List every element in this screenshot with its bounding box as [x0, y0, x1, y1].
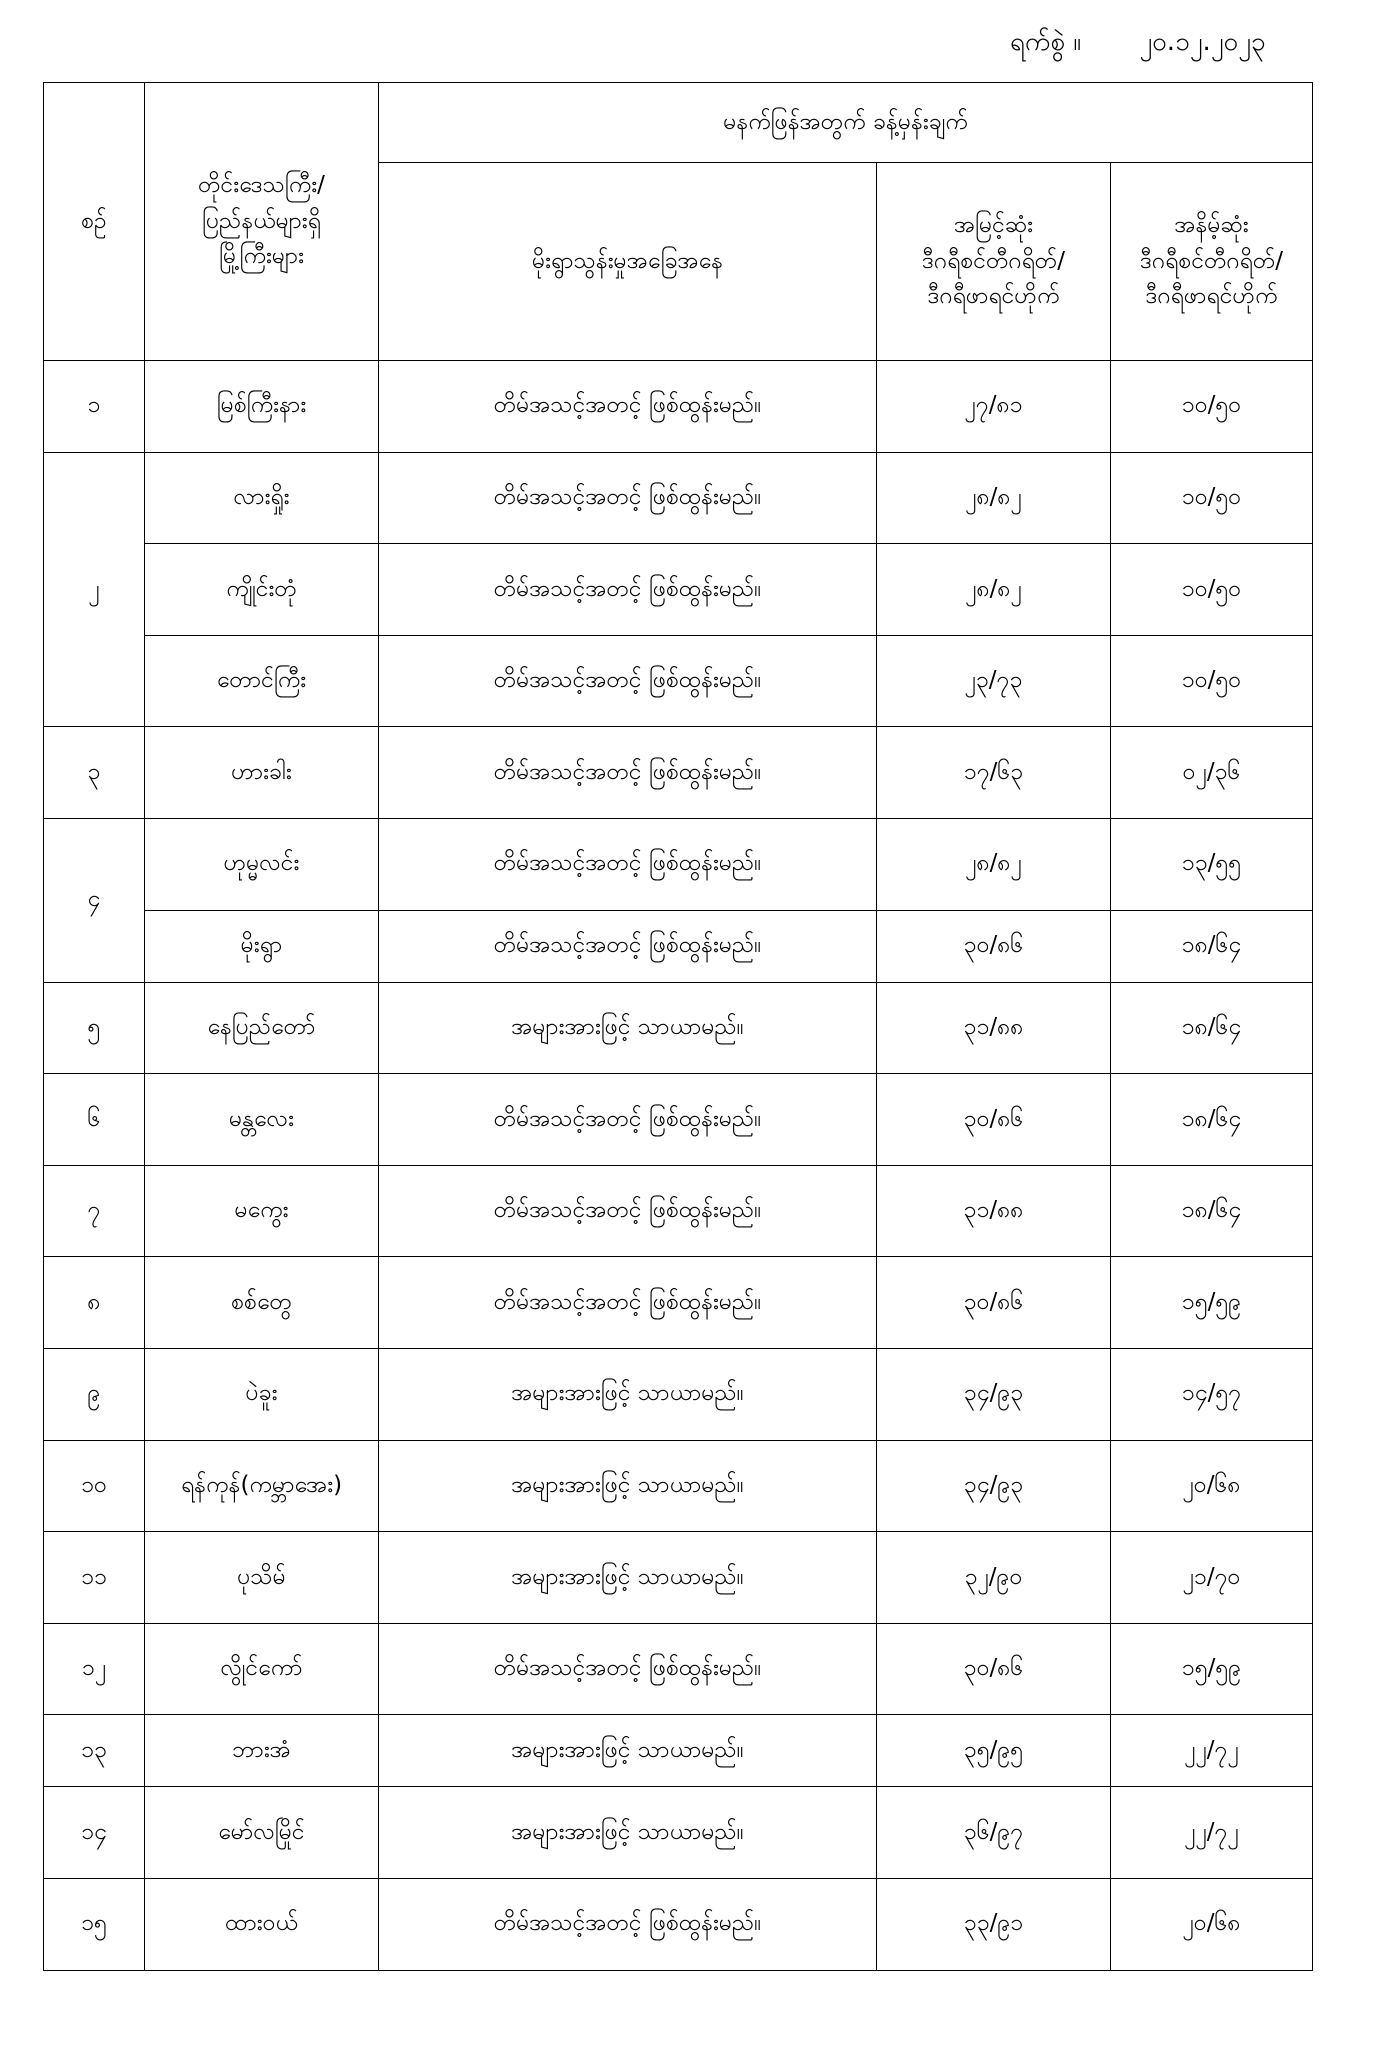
town-name: လားရှိုး [145, 452, 379, 544]
header-towns: တိုင်းဒေသကြီး/ ပြည်နယ်များရှိ မြို့ကြီးများ [145, 83, 379, 361]
date-value: ၂၀.၁၂.၂၀၂၃ [1139, 27, 1266, 57]
max-temp: ၃၃/၉၁ [877, 1878, 1111, 1970]
table-row [44, 1165, 1313, 1257]
header-max-temp: အမြင့်ဆုံး ဒီဂရီစင်တီဂရိတ်/ ဒီဂရီဖာရင်ဟိုက် [877, 163, 1111, 361]
rain-condition: တိမ်အသင့်အတင့် ဖြစ်ထွန်းမည်။ [379, 635, 877, 727]
min-temp: ၂၀/၆၈ [1111, 1878, 1313, 1970]
table-row [44, 1715, 1313, 1787]
max-temp: ၃၀/၈၆ [877, 1623, 1111, 1715]
rain-condition: တိမ်အသင့်အတင့် ဖြစ်ထွန်းမည်။ [379, 1074, 877, 1166]
row-number: ၇ [44, 1165, 145, 1257]
min-temp: ၁၅/၅၉ [1111, 1257, 1313, 1349]
header-forecast-group: မနက်ဖြန်အတွက် ခန့်မှန်းချက် [379, 83, 1313, 163]
table-row [44, 982, 1313, 1074]
town-name: ထားဝယ် [145, 1878, 379, 1970]
max-temp: ၃၅/၉၅ [877, 1715, 1111, 1787]
header-condition: မိုးရွာသွန်းမှုအခြေအနေ [379, 163, 877, 361]
town-name: မိုးရွာ [145, 910, 379, 982]
min-temp: ၁၀/၅၀ [1111, 452, 1313, 544]
max-temp: ၃၆/၉၇ [877, 1787, 1111, 1879]
max-temp: ၃၂/၉၀ [877, 1532, 1111, 1624]
max-temp: ၃၄/၉၃ [877, 1440, 1111, 1532]
max-temp: ၂၃/၇၃ [877, 635, 1111, 727]
table-row [44, 910, 1313, 982]
header-min-temp: အနိမ့်ဆုံး ဒီဂရီစင်တီဂရိတ်/ ဒီဂရီဖာရင်ဟိုက် [1111, 163, 1313, 361]
rain-condition: အများအားဖြင့် သာယာမည်။ [379, 1348, 877, 1440]
table-row [44, 1348, 1313, 1440]
min-temp: ၁၀/၅၀ [1111, 635, 1313, 727]
max-temp: ၂၈/၈၂ [877, 544, 1111, 636]
town-name: ရန်ကုန်(ကမ္ဘာအေး) [145, 1440, 379, 1532]
min-temp: ၁၄/၅၇ [1111, 1348, 1313, 1440]
rain-condition: တိမ်အသင့်အတင့် ဖြစ်ထွန်းမည်။ [379, 452, 877, 544]
rain-condition: တိမ်အသင့်အတင့် ဖြစ်ထွန်းမည်။ [379, 361, 877, 453]
town-name: ပဲခူး [145, 1348, 379, 1440]
row-number: ၄ [44, 818, 145, 982]
weather-forecast-table [43, 82, 1313, 1971]
town-name: မော်လမြိုင် [145, 1787, 379, 1879]
min-temp: ၂၀/၆၈ [1111, 1440, 1313, 1532]
min-temp: ၂၂/၇၂ [1111, 1715, 1313, 1787]
min-temp: ၀၂/၃၆ [1111, 727, 1313, 819]
town-name: တောင်ကြီး [145, 635, 379, 727]
town-name: စစ်တွေ [145, 1257, 379, 1349]
min-temp: ၁၀/၅၀ [1111, 361, 1313, 453]
row-number: ၆ [44, 1074, 145, 1166]
row-number: ၁၅ [44, 1878, 145, 1970]
max-temp: ၃၀/၈၆ [877, 1257, 1111, 1349]
town-name: မကွေး [145, 1165, 379, 1257]
row-number: ၁၄ [44, 1787, 145, 1879]
min-temp: ၁၈/၆၄ [1111, 982, 1313, 1074]
max-temp: ၁၇/၆၃ [877, 727, 1111, 819]
table-row [44, 361, 1313, 453]
row-number: ၈ [44, 1257, 145, 1349]
max-temp: ၃၄/၉၃ [877, 1348, 1111, 1440]
table-row [44, 544, 1313, 636]
max-temp: ၃၀/၈၆ [877, 1074, 1111, 1166]
min-temp: ၁၈/၆၄ [1111, 1165, 1313, 1257]
table-row [44, 1257, 1313, 1349]
min-temp: ၂၁/၇၀ [1111, 1532, 1313, 1624]
rain-condition: အများအားဖြင့် သာယာမည်။ [379, 1532, 877, 1624]
rain-condition: အများအားဖြင့် သာယာမည်။ [379, 982, 877, 1074]
min-temp: ၁၈/၆၄ [1111, 1074, 1313, 1166]
town-name: ဟားခါး [145, 727, 379, 819]
row-number: ၁၀ [44, 1440, 145, 1532]
table-row [44, 452, 1313, 544]
row-number: ၁၃ [44, 1715, 145, 1787]
town-name: ဟုမ္မလင်း [145, 818, 379, 910]
rain-condition: တိမ်အသင့်အတင့် ဖြစ်ထွန်းမည်။ [379, 818, 877, 910]
row-number: ၅ [44, 982, 145, 1074]
row-number: ၂ [44, 452, 145, 727]
min-temp: ၂၂/၇၂ [1111, 1787, 1313, 1879]
min-temp: ၁၅/၅၉ [1111, 1623, 1313, 1715]
town-name: ပုသိမ် [145, 1532, 379, 1624]
town-name: လွိုင်ကော် [145, 1623, 379, 1715]
town-name: မန္တလေး [145, 1074, 379, 1166]
rain-condition: တိမ်အသင့်အတင့် ဖြစ်ထွန်းမည်။ [379, 544, 877, 636]
max-temp: ၃၁/၈၈ [877, 982, 1111, 1074]
rain-condition: တိမ်အသင့်အတင့် ဖြစ်ထွန်းမည်။ [379, 1165, 877, 1257]
rain-condition: တိမ်အသင့်အတင့် ဖြစ်ထွန်းမည်။ [379, 727, 877, 819]
max-temp: ၃၁/၈၈ [877, 1165, 1111, 1257]
rain-condition: တိမ်အသင့်အတင့် ဖြစ်ထွန်းမည်။ [379, 1623, 877, 1715]
table-row [44, 1878, 1313, 1970]
document-date [1010, 22, 1340, 62]
table-row [44, 1532, 1313, 1624]
table-row [44, 1440, 1313, 1532]
town-name: ဘားအံ [145, 1715, 379, 1787]
town-name: နေပြည်တော် [145, 982, 379, 1074]
table-row [44, 635, 1313, 727]
max-temp: ၃၀/၈၆ [877, 910, 1111, 982]
max-temp: ၂၈/၈၂ [877, 452, 1111, 544]
date-label: ရက်စွဲ ။ [1010, 27, 1082, 57]
town-name: ကျိုင်းတုံ [145, 544, 379, 636]
rain-condition: တိမ်အသင့်အတင့် ဖြစ်ထွန်းမည်။ [379, 910, 877, 982]
max-temp: ၂၈/၈၂ [877, 818, 1111, 910]
town-name: မြစ်ကြီးနား [145, 361, 379, 453]
max-temp: ၂၇/၈၁ [877, 361, 1111, 453]
row-number: ၃ [44, 727, 145, 819]
table-row [44, 1074, 1313, 1166]
rain-condition: အများအားဖြင့် သာယာမည်။ [379, 1715, 877, 1787]
row-number: ၉ [44, 1348, 145, 1440]
rain-condition: အများအားဖြင့် သာယာမည်။ [379, 1440, 877, 1532]
table-row [44, 1787, 1313, 1879]
row-number: ၁၂ [44, 1623, 145, 1715]
header-no: စဉ် [44, 83, 145, 361]
min-temp: ၁၈/၆၄ [1111, 910, 1313, 982]
table-row [44, 818, 1313, 910]
rain-condition: တိမ်အသင့်အတင့် ဖြစ်ထွန်းမည်။ [379, 1878, 877, 1970]
min-temp: ၁၀/၅၀ [1111, 544, 1313, 636]
row-number: ၁ [44, 361, 145, 453]
rain-condition: တိမ်အသင့်အတင့် ဖြစ်ထွန်းမည်။ [379, 1257, 877, 1349]
table-row [44, 1623, 1313, 1715]
row-number: ၁၁ [44, 1532, 145, 1624]
min-temp: ၁၃/၅၅ [1111, 818, 1313, 910]
rain-condition: အများအားဖြင့် သာယာမည်။ [379, 1787, 877, 1879]
table-row [44, 727, 1313, 819]
